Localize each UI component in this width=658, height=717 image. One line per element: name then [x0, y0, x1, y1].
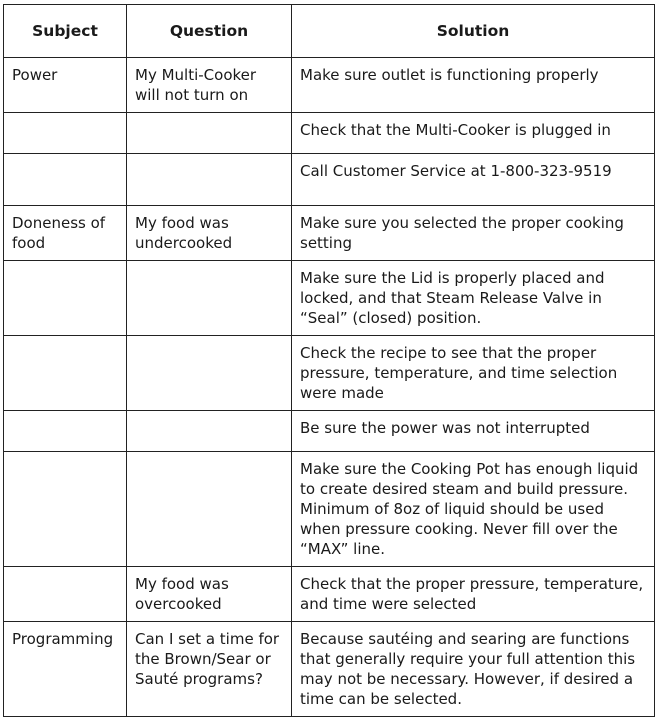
cell-solution: Make sure you selected the proper cooking setting [292, 206, 655, 261]
cell-subject [4, 261, 127, 336]
cell-subject [4, 567, 127, 622]
cell-subject [4, 411, 127, 452]
cell-subject [4, 113, 127, 154]
cell-solution: Check that the proper pressure, temperature, and time were selected [292, 567, 655, 622]
header-solution: Solution [292, 5, 655, 58]
cell-question [127, 411, 292, 452]
cell-solution: Make sure the Lid is properly placed and locked, and that Steam Release Valve in “Seal” (closed) position. [292, 261, 655, 336]
cell-solution: Be sure the power was not interrupted [292, 411, 655, 452]
cell-subject: Programming [4, 622, 127, 717]
cell-question [127, 113, 292, 154]
troubleshooting-table [3, 4, 655, 717]
table-row [4, 113, 655, 154]
cell-solution: Make sure the Cooking Pot has enough liquid to create desired steam and build pressure. Minimum of 8oz of liquid should be used when pressure cooking. Never fill over the “MAX” line. [292, 452, 655, 567]
table-row [4, 411, 655, 452]
cell-question [127, 261, 292, 336]
cell-question [127, 154, 292, 206]
cell-subject [4, 336, 127, 411]
cell-subject: Doneness of food [4, 206, 127, 261]
cell-solution: Check that the Multi-Cooker is plugged in [292, 113, 655, 154]
cell-solution: Call Customer Service at 1-800-323-9519 [292, 154, 655, 206]
header-question: Question [127, 5, 292, 58]
cell-subject [4, 154, 127, 206]
table-row [4, 261, 655, 336]
table-row [4, 336, 655, 411]
table-row [4, 622, 655, 717]
cell-subject: Power [4, 58, 127, 113]
table-row [4, 206, 655, 261]
header-subject: Subject [4, 5, 127, 58]
cell-subject [4, 452, 127, 567]
table-row [4, 154, 655, 206]
cell-question [127, 452, 292, 567]
cell-solution: Check the recipe to see that the proper pressure, temperature, and time selection were made [292, 336, 655, 411]
cell-question: Can I set a time for the Brown/Sear or Sauté programs? [127, 622, 292, 717]
table-row [4, 58, 655, 113]
cell-question: My food was overcooked [127, 567, 292, 622]
cell-question [127, 336, 292, 411]
troubleshooting-table-wrapper [3, 4, 655, 717]
cell-solution: Make sure outlet is functioning properly [292, 58, 655, 113]
cell-solution: Because sautéing and searing are functions that generally require your full attention this may not be necessary. However, if desired a time can be selected. [292, 622, 655, 717]
table-row [4, 567, 655, 622]
cell-question: My food was undercooked [127, 206, 292, 261]
cell-question: My Multi-Cooker will not turn on [127, 58, 292, 113]
table-header-row [4, 5, 655, 58]
table-row [4, 452, 655, 567]
